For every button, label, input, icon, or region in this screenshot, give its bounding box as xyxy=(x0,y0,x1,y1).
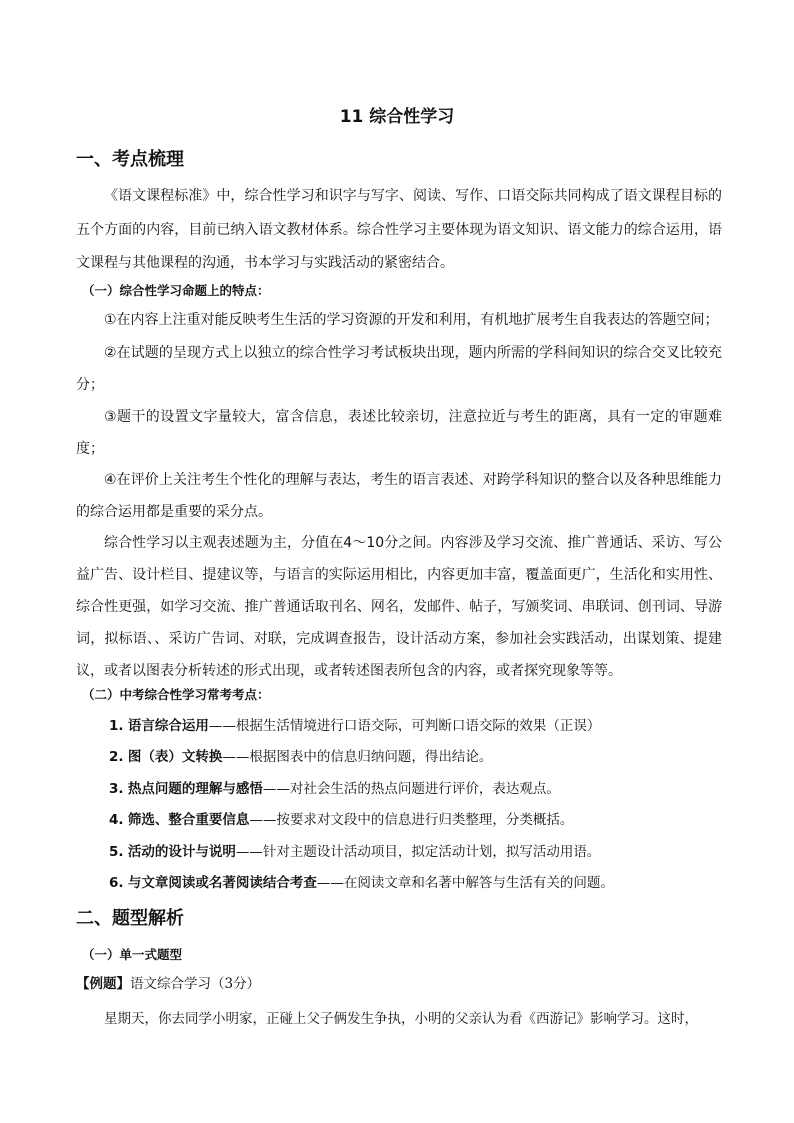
exam-point-title: 筛选、整合重要信息 xyxy=(127,812,250,828)
exam-point-title: 活动的设计与说明 xyxy=(127,844,236,860)
exam-point-title: 图（表）文转换 xyxy=(127,749,223,765)
exam-point-2 xyxy=(109,746,492,768)
feature-point-2: ②在试题的呈现方式上以独立的综合性学习考试板块出现，题内所需的学科间知识的综合交叉比较充分； xyxy=(76,345,722,393)
exam-point-number: 2. xyxy=(109,749,124,765)
exam-point-title: 语言综合运用 xyxy=(127,718,209,734)
subheading-exam-points: （二）中考综合性学习常考考点： xyxy=(82,687,270,702)
section-heading-1: 一、考点梳理 xyxy=(76,149,184,170)
exam-point-3 xyxy=(109,778,560,800)
exam-point-title: 热点问题的理解与感悟 xyxy=(127,781,263,797)
exam-point-6 xyxy=(109,872,614,894)
exam-point-number: 1. xyxy=(109,718,124,734)
intro-paragraph: 《语文课程标准》中，综合性学习和识字与写字、阅读、写作、口语交际共同构成了语文课程目标的五个方面的内容，目前已纳入语文教材体系。综合性学习主要体现为语文知识、语文能力的综合运用，语文课程与其他课程的沟通，书本学习与实践活动的紧密结合。 xyxy=(76,188,722,271)
exam-point-1 xyxy=(109,715,600,737)
exam-point-desc: ——根据图表中的信息归纳问题，得出结论。 xyxy=(222,749,493,765)
exam-point-number: 5. xyxy=(109,844,124,860)
exam-point-4 xyxy=(109,809,573,831)
document-title: 11 综合性学习 xyxy=(339,107,455,127)
exam-point-desc: ——按要求对文段中的信息进行归类整理，分类概括。 xyxy=(249,812,574,828)
feature-point-1: ①在内容上注重对能反映考生生活的学习资源的开发和利用，有机地扩展考生自我表达的答题空间； xyxy=(104,312,719,328)
subheading-single-type: （一）单一式题型 xyxy=(82,947,183,962)
section-heading-2: 二、题型解析 xyxy=(76,908,184,929)
exam-point-5 xyxy=(109,841,600,863)
exam-point-number: 4. xyxy=(109,812,124,828)
feature-point-3: ③题干的设置文字量较大，富含信息，表述比较亲切，注意拉近与考生的距离，具有一定的审题难度； xyxy=(76,409,722,457)
example-paragraph: 星期天，你去同学小明家，正碰上父子俩发生争执，小明的父亲认为看《西游记》影响学习。这时， xyxy=(104,1011,698,1027)
subheading-features: （一）综合性学习命题上的特点： xyxy=(82,283,270,298)
example-heading xyxy=(76,973,260,995)
exam-point-desc: ——在阅读文章和名著中解答与生活有关的问题。 xyxy=(316,875,614,891)
exam-point-desc: ——根据生活情境进行口语交际，可判断口语交际的效果（正误） xyxy=(208,718,601,734)
exam-point-desc: ——对社会生活的热点问题进行评价，表达观点。 xyxy=(262,781,560,797)
example-title: 语文综合学习（3分） xyxy=(130,976,261,992)
exam-point-title: 与文章阅读或名著阅读结合考查 xyxy=(127,875,317,891)
example-label: 【例题】 xyxy=(76,976,130,992)
exam-point-desc: ——针对主题设计活动项目，拟定活动计划，拟写活动用语。 xyxy=(235,844,601,860)
exam-point-number: 3. xyxy=(109,781,124,797)
summary-paragraph: 综合性学习以主观表述题为主，分值在4～10分之间。内容涉及学习交流、推广普通话、采访、写公益广告、设计栏目、提建议等，与语言的实际运用相比，内容更加丰富，覆盖面更广，生活化和实用性、综合性更强，如学习交流、推广普通话取刊名、网名，发邮件、帖子，写颁奖词、串联词、创刊词、导游词，拟标语、、采访广告词、对联，完成调查报告，设计活动方案，参加社会实践活动，出谋划策、提建议，或者以图表分析转述的形式出现，或者转述图表所包含的内容，或者探究现象等等。 xyxy=(76,535,722,679)
feature-point-4: ④在评价上关注考生个性化的理解与表达，考生的语言表述、对跨学科知识的整合以及各种思维能力的综合运用都是重要的采分点。 xyxy=(76,472,722,520)
exam-point-number: 6. xyxy=(109,875,124,891)
